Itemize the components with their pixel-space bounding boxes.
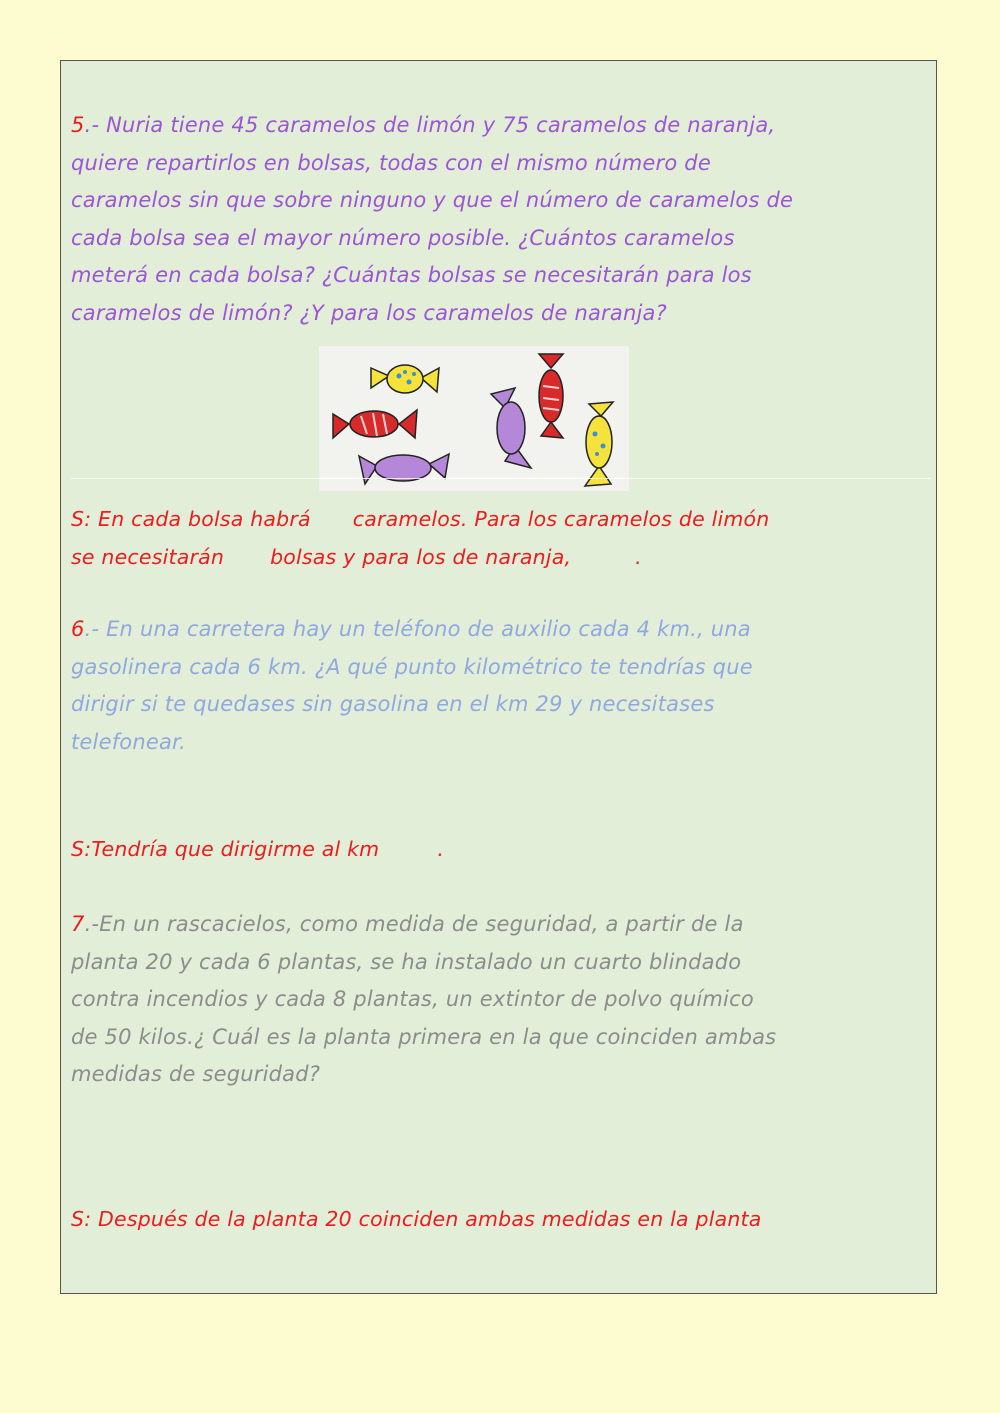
problem-6-answer: S:Tendría que dirigirme al km . [71, 837, 445, 861]
problem-5-line: caramelos sin que sobre ninguno y que el número de caramelos de [71, 188, 794, 212]
problem-5-line: 5.- Nuria tiene 45 caramelos de limón y 75 caramelos de naranja, [71, 113, 776, 137]
problem-5-line: cada bolsa sea el mayor número posible. ¿Cuántos caramelos [71, 225, 735, 250]
problem-7-statement [71, 906, 931, 1094]
problem-7-answer: S: Después de la planta 20 coinciden ambas medidas en la planta [71, 1207, 762, 1231]
yellow-candy-icon [585, 402, 613, 486]
problem-5-line: caramelos de limón? ¿Y para los caramelos de naranja? [71, 300, 667, 325]
problem-7-line: 7.-En un rascacielos, como medida de seguridad, a partir de la [71, 912, 744, 936]
worksheet-panel [60, 60, 937, 1294]
problem-6-line: telefonear. [71, 729, 186, 754]
red-candy-icon [333, 410, 417, 438]
problem-7-number: 7 [71, 912, 85, 936]
yellow-candy-icon [371, 365, 439, 393]
problem-5-statement [71, 107, 931, 332]
purple-candy-icon [359, 454, 449, 484]
problem-7-line: medidas de seguridad? [71, 1062, 321, 1086]
problem-5-number: 5 [71, 113, 85, 137]
problem-6-number: 6 [71, 617, 85, 641]
problem-5-line: meterá en cada bolsa? ¿Cuántas bolsas se necesitarán para los [71, 263, 752, 287]
problem-6-statement [71, 611, 931, 761]
divider [71, 478, 931, 479]
problem-6-line: 6.- En una carretera hay un teléfono de auxilio cada 4 km., una [71, 617, 751, 641]
problem-7-line: contra incendios y cada 8 plantas, un extintor de polvo químico [71, 987, 754, 1011]
problem-6-line: dirigir si te quedases sin gasolina en el km 29 y necesitases [71, 692, 715, 716]
problem-7-line: de 50 kilos.¿ Cuál es la planta primera en la que coinciden ambas [71, 1024, 777, 1049]
purple-candy-icon [491, 388, 531, 468]
problem-5-answer: S: En cada bolsa habrá caramelos. Para los caramelos de limón se necesitarán bolsas y para los de naranja, . [71, 507, 770, 569]
candies-illustration [319, 346, 629, 491]
red-candy-icon [539, 354, 563, 438]
problem-5-line: quiere repartirlos en bolsas, todas con el mismo número de [71, 150, 711, 175]
problem-7-line: planta 20 y cada 6 plantas, se ha instalado un cuarto blindado [71, 949, 742, 974]
problem-6-line: gasolinera cada 6 km. ¿A qué punto kilométrico te tendrías que [71, 654, 753, 679]
